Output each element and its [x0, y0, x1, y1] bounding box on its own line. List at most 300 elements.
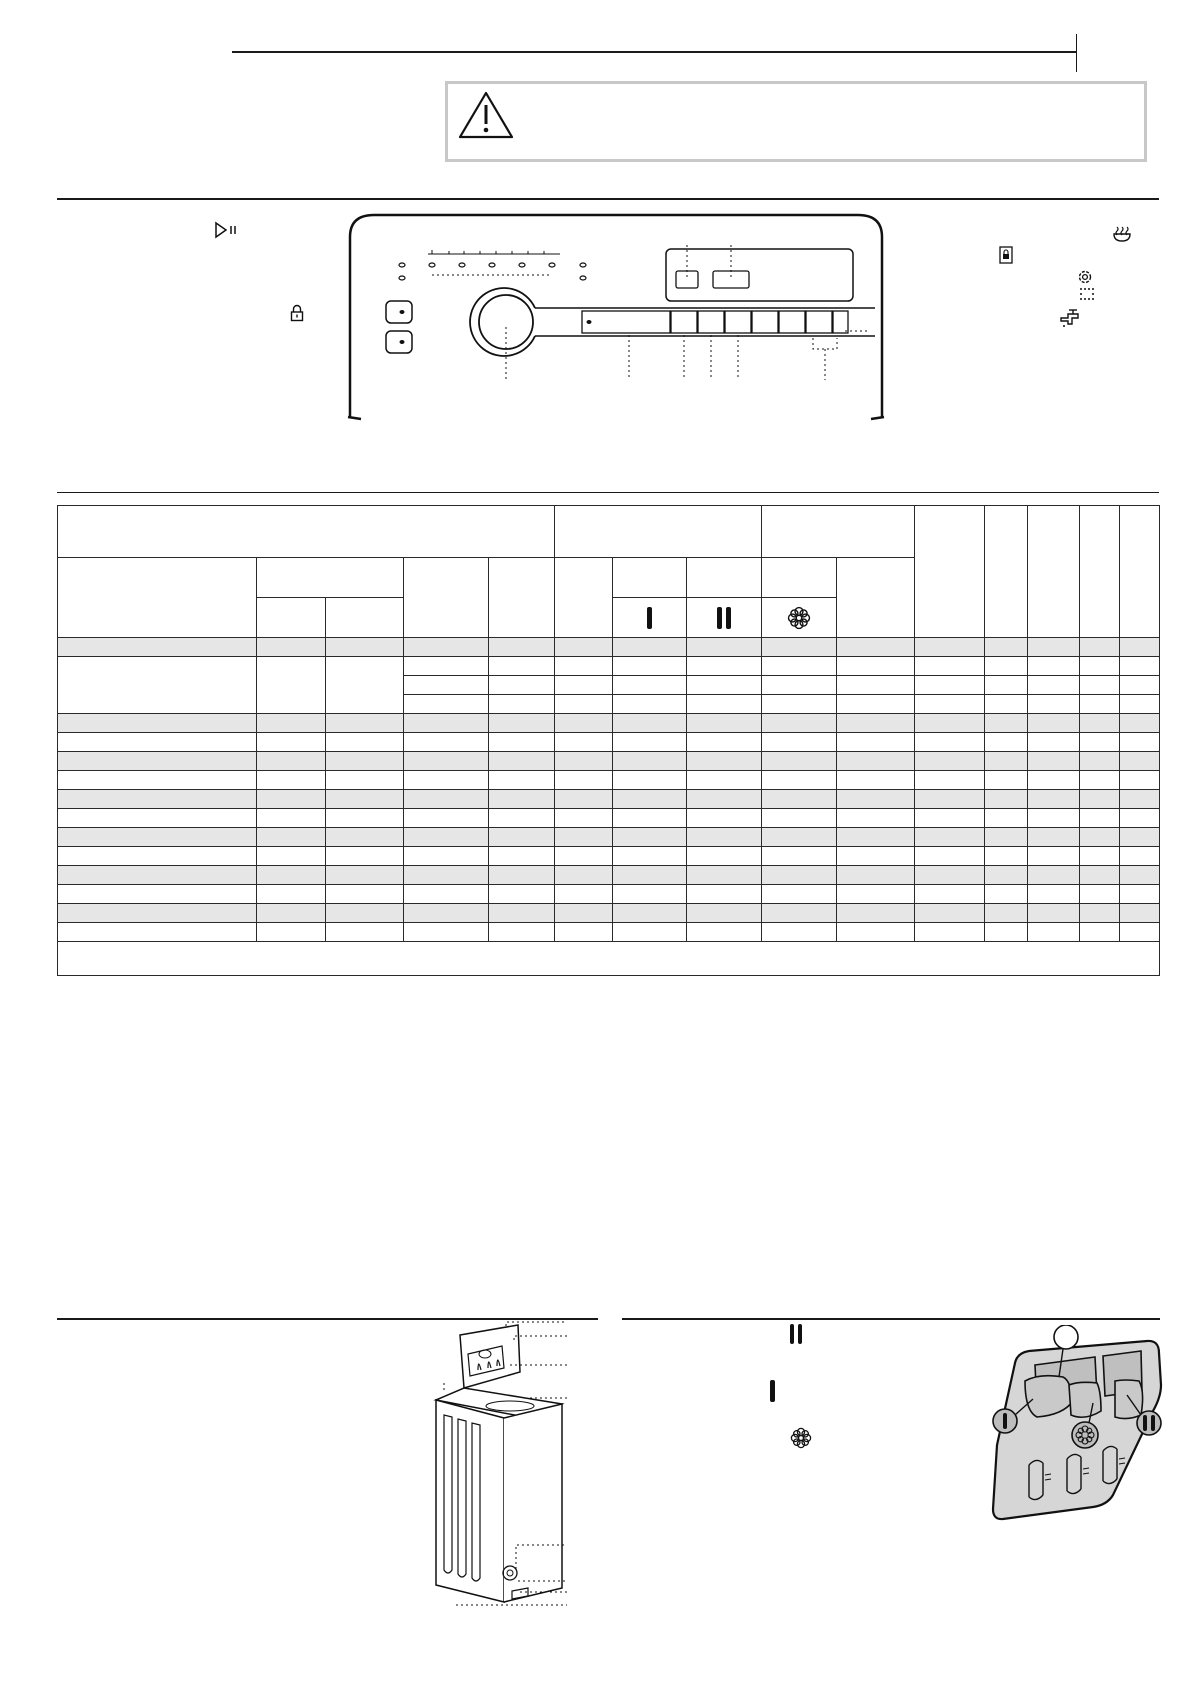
table-cell: [1080, 885, 1120, 904]
table-cell: [613, 657, 687, 676]
table-cell: [326, 638, 404, 657]
table-cell: [1028, 676, 1080, 695]
table-cell: [404, 885, 489, 904]
table-cell: [1120, 752, 1160, 771]
table-cell: [257, 733, 326, 752]
table-cell: [404, 923, 489, 942]
table-cell: [489, 771, 555, 790]
table-cell: [687, 676, 762, 695]
table-row: [58, 657, 1160, 676]
table-cell: [1120, 733, 1160, 752]
table-cell: [1120, 847, 1160, 866]
table-cell: [762, 752, 837, 771]
header-col-c: [1028, 506, 1080, 638]
table-cell: [404, 847, 489, 866]
table-cell: [837, 809, 915, 828]
table-cell: [555, 695, 613, 714]
table-cell: [762, 809, 837, 828]
table-cell: [404, 866, 489, 885]
table-cell: [489, 904, 555, 923]
header-spin: [404, 558, 489, 638]
table-cell: [762, 676, 837, 695]
table-cell: [1028, 638, 1080, 657]
table-cell: [1028, 904, 1080, 923]
table-cell: [257, 752, 326, 771]
led-row: [399, 263, 586, 280]
table-cell: [257, 847, 326, 866]
table-row: [58, 809, 1160, 828]
table-cell: [687, 885, 762, 904]
table-cell: [837, 657, 915, 676]
table-cell: [555, 847, 613, 866]
table-cell: [1080, 923, 1120, 942]
table-cell: [1028, 847, 1080, 866]
compartment-2-icon: [687, 598, 762, 638]
table-cell: [58, 638, 257, 657]
table-cell: [1120, 809, 1160, 828]
table-cell: [837, 638, 915, 657]
table-cell: [762, 828, 837, 847]
table-cell: [1080, 695, 1120, 714]
table-cell: [58, 809, 257, 828]
table-cell: [58, 752, 257, 771]
table-cell: [257, 771, 326, 790]
table-cell: [687, 904, 762, 923]
header-temperature: [257, 558, 404, 598]
table-cell: [687, 638, 762, 657]
table-cell: [613, 847, 687, 866]
warning-triangle-icon: [458, 90, 514, 140]
table-cell: [837, 714, 915, 733]
table-cell: [1120, 790, 1160, 809]
table-cell: [837, 923, 915, 942]
table-cell: [257, 828, 326, 847]
gear-icon: [1076, 268, 1094, 286]
table-cell: [687, 923, 762, 942]
table-cell: [326, 752, 404, 771]
section-rule-panel: [57, 198, 1159, 200]
table-cell: [1080, 790, 1120, 809]
table-cell: [489, 790, 555, 809]
flower-icon: [762, 598, 837, 638]
table-cell: [915, 923, 985, 942]
table-cell: [837, 828, 915, 847]
table-cell: [326, 714, 404, 733]
table-cell: [915, 771, 985, 790]
table-cell: [404, 809, 489, 828]
table-cell: [985, 809, 1028, 828]
table-cell: [326, 866, 404, 885]
table-cell: [58, 771, 257, 790]
table-row: [58, 733, 1160, 752]
table-cell: [613, 752, 687, 771]
table-cell: [1028, 771, 1080, 790]
table-cell: [58, 885, 257, 904]
programme-table: [57, 505, 1160, 976]
table-cell: [1028, 828, 1080, 847]
table-row: [58, 752, 1160, 771]
table-row: [58, 638, 1160, 657]
table-row: [58, 923, 1160, 942]
table-cell: [687, 828, 762, 847]
table-cell: [1080, 866, 1120, 885]
table-cell: [404, 771, 489, 790]
table-cell: [837, 790, 915, 809]
washing-machine-illustration: [430, 1320, 570, 1610]
table-cell: [915, 904, 985, 923]
table-row: [58, 885, 1160, 904]
table-cell: [687, 695, 762, 714]
table-cell: [837, 866, 915, 885]
table-cell: [404, 733, 489, 752]
table-cell: [762, 638, 837, 657]
table-cell: [687, 847, 762, 866]
table-cell: [613, 809, 687, 828]
table-cell: [762, 733, 837, 752]
table-cell: [613, 923, 687, 942]
table-cell: [687, 809, 762, 828]
table-cell: [915, 638, 985, 657]
table-cell: [613, 790, 687, 809]
table-row: [58, 714, 1160, 733]
table-cell: [687, 657, 762, 676]
table-cell: [613, 638, 687, 657]
header-duration: [555, 558, 613, 638]
table-cell: [404, 752, 489, 771]
table-cell: [985, 790, 1028, 809]
table-cell: [1080, 657, 1120, 676]
table-cell: [326, 809, 404, 828]
table-cell: [1028, 923, 1080, 942]
table-cell: [555, 638, 613, 657]
table-cell: [837, 695, 915, 714]
temperature-scale: [428, 250, 560, 254]
table-cell: [762, 714, 837, 733]
table-cell: [1120, 638, 1160, 657]
table-cell: [58, 923, 257, 942]
programme-knob: [479, 295, 533, 349]
table-cell: [555, 657, 613, 676]
table-cell: [489, 638, 555, 657]
table-row: [58, 828, 1160, 847]
table-cell: [687, 790, 762, 809]
table-cell: [555, 752, 613, 771]
table-cell: [489, 733, 555, 752]
header-col-d: [1080, 506, 1120, 638]
detergent-drawer-illustration: [985, 1325, 1167, 1531]
table-cell: [762, 923, 837, 942]
table-cell: [1080, 809, 1120, 828]
table-cell: [555, 809, 613, 828]
table-cell: [837, 771, 915, 790]
table-cell: [985, 828, 1028, 847]
table-cell: [489, 695, 555, 714]
table-footer-row: [58, 942, 1160, 976]
table-cell: [985, 638, 1028, 657]
table-cell: [1120, 657, 1160, 676]
table-cell: [489, 885, 555, 904]
table-cell: [613, 676, 687, 695]
table-cell: [555, 733, 613, 752]
table-cell: [1120, 714, 1160, 733]
table-cell: [1080, 847, 1120, 866]
table-cell: [1120, 923, 1160, 942]
table-cell: [985, 752, 1028, 771]
table-cell: [489, 752, 555, 771]
table-cell: [985, 771, 1028, 790]
table-cell: [326, 733, 404, 752]
top-rule-tick: [1076, 34, 1077, 72]
table-cell: [326, 885, 404, 904]
table-cell: [489, 847, 555, 866]
steam-icon: [1111, 225, 1133, 243]
table-cell: [555, 866, 613, 885]
table-cell: [1120, 695, 1160, 714]
table-header-row-1: [58, 506, 1160, 558]
table-cell: [1080, 752, 1120, 771]
table-cell: [1120, 828, 1160, 847]
table-cell: [555, 828, 613, 847]
table-cell: [1120, 771, 1160, 790]
section-rule-detergent: [622, 1318, 1160, 1320]
tap-icon: [1059, 308, 1083, 328]
header-col-a: [915, 506, 985, 638]
table-cell: [613, 733, 687, 752]
table-cell: [257, 904, 326, 923]
table-cell: [915, 657, 985, 676]
table-cell: [762, 866, 837, 885]
table-cell: [687, 714, 762, 733]
table-cell: [257, 714, 326, 733]
table-row: [58, 790, 1160, 809]
table-cell: [1120, 866, 1160, 885]
table-cell: [404, 695, 489, 714]
table-cell: [489, 809, 555, 828]
flower-icon: [790, 1427, 812, 1449]
header-compartment-2: [687, 558, 762, 598]
table-cell: [837, 733, 915, 752]
table-cell: [762, 847, 837, 866]
top-rule: [232, 51, 1077, 53]
table-cell: [257, 885, 326, 904]
table-cell: [915, 714, 985, 733]
section-rule-table: [57, 492, 1159, 493]
table-cell: [613, 866, 687, 885]
table-cell: [1120, 904, 1160, 923]
table-cell: [985, 714, 1028, 733]
table-cell: [1120, 676, 1160, 695]
table-cell: [1028, 714, 1080, 733]
table-row: [58, 847, 1160, 866]
table-cell: [915, 752, 985, 771]
header-temp-range: [326, 598, 404, 638]
table-cell: [687, 866, 762, 885]
door-lock-icon: [999, 246, 1013, 264]
table-cell: [1080, 904, 1120, 923]
table-cell: [1120, 885, 1160, 904]
table-cell: [489, 923, 555, 942]
table-cell: [985, 923, 1028, 942]
table-cell: [404, 790, 489, 809]
table-cell: [762, 771, 837, 790]
table-cell: [257, 638, 326, 657]
table-cell: [762, 885, 837, 904]
table-cell: [613, 885, 687, 904]
table-cell: [1028, 657, 1080, 676]
table-cell: [915, 790, 985, 809]
table-cell: [555, 676, 613, 695]
table-cell: [837, 885, 915, 904]
table-cell: [58, 828, 257, 847]
table-row: [58, 904, 1160, 923]
table-cell: [326, 847, 404, 866]
table-cell: [1028, 790, 1080, 809]
table-cell: [1080, 676, 1120, 695]
table-cell: [613, 714, 687, 733]
table-cell: [915, 866, 985, 885]
table-cell: [985, 733, 1028, 752]
table-cell: [985, 904, 1028, 923]
table-cell: [613, 695, 687, 714]
table-cell: [1080, 828, 1120, 847]
table-cell: [915, 695, 985, 714]
table-cell: [915, 847, 985, 866]
table-cell: [837, 676, 915, 695]
table-cell: [1028, 752, 1080, 771]
header-energy: [837, 558, 915, 638]
table-cell: [915, 676, 985, 695]
table-cell: [687, 752, 762, 771]
table-cell: [1028, 695, 1080, 714]
table-cell: [58, 790, 257, 809]
table-row: [58, 866, 1160, 885]
header-group-2: [762, 506, 915, 558]
table-cell: [404, 638, 489, 657]
table-cell: [326, 657, 404, 714]
table-cell: [58, 714, 257, 733]
table-cell: [837, 904, 915, 923]
header-detergent-group: [555, 506, 762, 558]
table-cell: [915, 809, 985, 828]
table-cell: [762, 657, 837, 676]
table-cell: [489, 828, 555, 847]
table-cell: [555, 923, 613, 942]
table-cell: [489, 714, 555, 733]
table-cell: [257, 866, 326, 885]
table-cell: [257, 809, 326, 828]
side-button-top: [386, 301, 412, 323]
table-cell: [837, 752, 915, 771]
table-cell: [58, 904, 257, 923]
table-cell: [687, 771, 762, 790]
control-panel-diagram: [340, 205, 900, 427]
table-cell: [58, 657, 257, 714]
table-cell: [985, 676, 1028, 695]
table-cell: [404, 676, 489, 695]
table-cell: [762, 790, 837, 809]
start-pause-icon: [214, 221, 240, 239]
header-temp-default: [257, 598, 326, 638]
table-cell: [985, 885, 1028, 904]
table-cell: [404, 657, 489, 676]
table-cell: [555, 790, 613, 809]
table-cell: [489, 676, 555, 695]
table-cell: [555, 885, 613, 904]
table-cell: [1080, 771, 1120, 790]
table-cell: [687, 733, 762, 752]
table-row: [58, 771, 1160, 790]
table-cell: [326, 904, 404, 923]
table-cell: [404, 714, 489, 733]
display-window: [666, 249, 853, 301]
table-cell: [58, 847, 257, 866]
table-cell: [762, 695, 837, 714]
side-button-bottom: [386, 331, 412, 353]
table-cell: [326, 923, 404, 942]
table-cell: [1080, 714, 1120, 733]
header-col-b: [985, 506, 1028, 638]
lock-icon: [290, 304, 304, 322]
table-cell: [326, 771, 404, 790]
table-cell: [257, 790, 326, 809]
header-programme-block: [58, 506, 555, 558]
table-cell: [985, 866, 1028, 885]
table-cell: [257, 923, 326, 942]
table-cell: [1028, 809, 1080, 828]
function-buttons: [671, 311, 848, 333]
table-cell: [762, 904, 837, 923]
table-cell: [326, 828, 404, 847]
table-cell: [915, 733, 985, 752]
compartment-1-icon: [770, 1380, 775, 1402]
table-cell: [404, 828, 489, 847]
table-cell: [837, 847, 915, 866]
table-cell: [915, 885, 985, 904]
table-cell: [257, 657, 326, 714]
header-programme-name: [58, 558, 257, 638]
table-cell: [555, 714, 613, 733]
table-cell: [985, 657, 1028, 676]
warning-box: [445, 81, 1147, 162]
dots-grid-icon: [1078, 287, 1096, 301]
header-col-e: [1120, 506, 1160, 638]
table-cell: [404, 904, 489, 923]
table-cell: [613, 771, 687, 790]
table-cell: [1080, 638, 1120, 657]
table-cell: [1028, 885, 1080, 904]
table-cell: [58, 866, 257, 885]
table-cell: [58, 733, 257, 752]
compartment-2-icon: [790, 1324, 804, 1346]
table-cell: [489, 657, 555, 676]
compartment-1-icon: [613, 598, 687, 638]
table-cell: [613, 904, 687, 923]
table-cell: [555, 904, 613, 923]
table-cell: [1028, 866, 1080, 885]
table-cell: [1080, 733, 1120, 752]
header-load: [489, 558, 555, 638]
table-cell: [1028, 733, 1080, 752]
table-cell: [555, 771, 613, 790]
table-cell: [985, 847, 1028, 866]
table-cell: [613, 828, 687, 847]
table-cell: [985, 695, 1028, 714]
header-softener: [762, 558, 837, 598]
table-cell: [489, 866, 555, 885]
header-compartment-1: [613, 558, 687, 598]
table-cell: [915, 828, 985, 847]
table-cell: [326, 790, 404, 809]
